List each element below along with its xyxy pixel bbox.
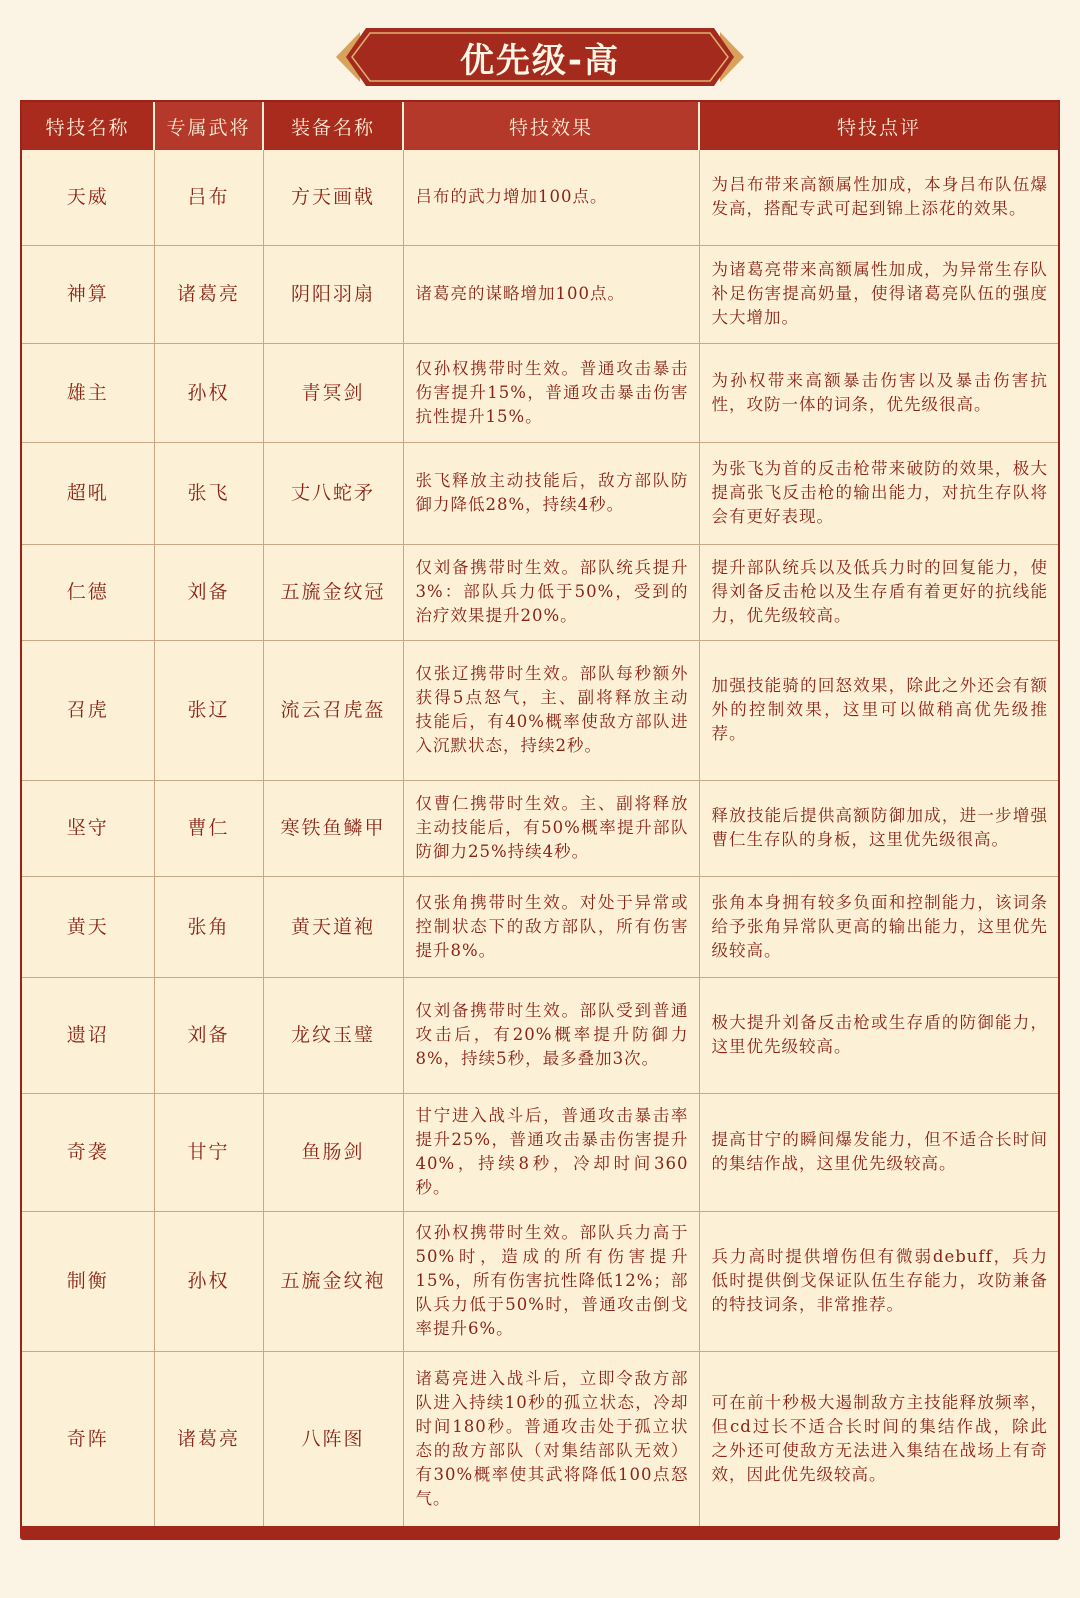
effect-cell: 仅孙权携带时生效。普通攻击暴击伤害提升15%，普通攻击暴击伤害抗性提升15%。	[403, 343, 699, 442]
review-cell: 为吕布带来高额属性加成，本身吕布队伍爆发高，搭配专武可起到锦上添花的效果。	[699, 150, 1058, 245]
equipment-cell: 寒铁鱼鳞甲	[263, 780, 403, 876]
review-cell: 为张飞为首的反击枪带来破防的效果，极大提高张飞反击枪的输出能力，对抗生存队将会有更好表现。	[699, 442, 1058, 544]
page-title: 优先级-高	[459, 40, 621, 81]
equipment-cell: 五旒金纹冠	[263, 544, 403, 640]
skill-name-cell: 神算	[22, 245, 154, 343]
review-cell: 释放技能后提供高额防御加成，进一步增强曹仁生存队的身板，这里优先级很高。	[699, 780, 1058, 876]
effect-cell: 甘宁进入战斗后，普通攻击暴击率提升25%，普通攻击暴击伤害提升40%，持续8秒，冷却时间360秒。	[403, 1093, 699, 1211]
effect-cell: 诸葛亮的谋略增加100点。	[403, 245, 699, 343]
table-header-row	[22, 102, 1058, 150]
table-row	[22, 150, 1058, 245]
general-cell: 张飞	[154, 442, 263, 544]
table-row	[22, 977, 1058, 1093]
review-cell: 为孙权带来高额暴击伤害以及暴击伤害抗性，攻防一体的词条，优先级很高。	[699, 343, 1058, 442]
skill-name-cell: 遗诏	[22, 977, 154, 1093]
equipment-cell: 方天画戟	[263, 150, 403, 245]
skill-name-cell: 雄主	[22, 343, 154, 442]
header-effect: 特技效果	[403, 102, 699, 150]
review-cell: 为诸葛亮带来高额属性加成，为异常生存队补足伤害提高奶量，使得诸葛亮队伍的强度大大增加。	[699, 245, 1058, 343]
general-cell: 张角	[154, 876, 263, 977]
general-cell: 张辽	[154, 640, 263, 780]
general-cell: 刘备	[154, 544, 263, 640]
title-banner	[0, 24, 1080, 102]
general-cell: 曹仁	[154, 780, 263, 876]
header-review: 特技点评	[699, 102, 1058, 150]
skill-name-cell: 超吼	[22, 442, 154, 544]
header-general: 专属武将	[154, 102, 263, 150]
table-row	[22, 343, 1058, 442]
header-equipment: 装备名称	[263, 102, 403, 150]
skill-name-cell: 奇阵	[22, 1351, 154, 1527]
general-cell: 吕布	[154, 150, 263, 245]
equipment-cell: 青冥剑	[263, 343, 403, 442]
table-row	[22, 1351, 1058, 1527]
skill-name-cell: 制衡	[22, 1211, 154, 1351]
skill-table-frame	[20, 100, 1060, 1528]
review-cell: 兵力高时提供增伤但有微弱debuff，兵力低时提供倒戈保证队伍生存能力，攻防兼备的特技词条，非常推荐。	[699, 1211, 1058, 1351]
general-cell: 孙权	[154, 1211, 263, 1351]
general-cell: 诸葛亮	[154, 1351, 263, 1527]
effect-cell: 仅曹仁携带时生效。主、副将释放主动技能后，有50%概率提升部队防御力25%持续4秒。	[403, 780, 699, 876]
general-cell: 孙权	[154, 343, 263, 442]
effect-cell: 仅刘备携带时生效。部队统兵提升3%：部队兵力低于50%，受到的治疗效果提升20%。	[403, 544, 699, 640]
table-row	[22, 780, 1058, 876]
review-cell: 加强技能骑的回怒效果，除此之外还会有额外的控制效果，这里可以做稍高优先级推荐。	[699, 640, 1058, 780]
equipment-cell: 黄天道袍	[263, 876, 403, 977]
table-row	[22, 876, 1058, 977]
effect-cell: 诸葛亮进入战斗后，立即令敌方部队进入持续10秒的孤立状态，冷却时间180秒。普通攻击处于孤立状态的敌方部队（对集结部队无效）有30%概率使其武将降低100点怒气。	[403, 1351, 699, 1527]
skill-name-cell: 召虎	[22, 640, 154, 780]
general-cell: 诸葛亮	[154, 245, 263, 343]
table-row	[22, 1093, 1058, 1211]
equipment-cell: 龙纹玉璧	[263, 977, 403, 1093]
equipment-cell: 五旒金纹袍	[263, 1211, 403, 1351]
skill-table	[22, 102, 1058, 1528]
skill-name-cell: 天威	[22, 150, 154, 245]
effect-cell: 仅张辽携带时生效。部队每秒额外获得5点怒气，主、副将释放主动技能后，有40%概率使敌方部队进入沉默状态，持续2秒。	[403, 640, 699, 780]
table-row	[22, 544, 1058, 640]
equipment-cell: 丈八蛇矛	[263, 442, 403, 544]
skill-name-cell: 坚守	[22, 780, 154, 876]
equipment-cell: 流云召虎盔	[263, 640, 403, 780]
equipment-cell: 鱼肠剑	[263, 1093, 403, 1211]
table-row	[22, 640, 1058, 780]
equipment-cell: 阴阳羽扇	[263, 245, 403, 343]
effect-cell: 仅孙权携带时生效。部队兵力高于50%时，造成的所有伤害提升15%，所有伤害抗性降低12%；部队兵力低于50%时，普通攻击倒戈率提升6%。	[403, 1211, 699, 1351]
table-row	[22, 1211, 1058, 1351]
equipment-cell: 八阵图	[263, 1351, 403, 1527]
general-cell: 刘备	[154, 977, 263, 1093]
table-row	[22, 442, 1058, 544]
table-row	[22, 245, 1058, 343]
review-cell: 张角本身拥有较多负面和控制能力，该词条给予张角异常队更高的输出能力，这里优先级较高。	[699, 876, 1058, 977]
effect-cell: 仅张角携带时生效。对处于异常或控制状态下的敌方部队，所有伤害提升8%。	[403, 876, 699, 977]
effect-cell: 张飞释放主动技能后，敌方部队防御力降低28%，持续4秒。	[403, 442, 699, 544]
header-skill-name: 特技名称	[22, 102, 154, 150]
review-cell: 极大提升刘备反击枪或生存盾的防御能力，这里优先级较高。	[699, 977, 1058, 1093]
skill-name-cell: 仁德	[22, 544, 154, 640]
review-cell: 可在前十秒极大遏制敌方主技能释放频率，但cd过长不适合长时间的集结作战，除此之外还可使敌方无法进入集结在战场上有奇效，因此优先级较高。	[699, 1351, 1058, 1527]
review-cell: 提高甘宁的瞬间爆发能力，但不适合长时间的集结作战，这里优先级较高。	[699, 1093, 1058, 1211]
review-cell: 提升部队统兵以及低兵力时的回复能力，使得刘备反击枪以及生存盾有着更好的抗线能力，优先级较高。	[699, 544, 1058, 640]
skill-name-cell: 黄天	[22, 876, 154, 977]
effect-cell: 吕布的武力增加100点。	[403, 150, 699, 245]
skill-name-cell: 奇袭	[22, 1093, 154, 1211]
effect-cell: 仅刘备携带时生效。部队受到普通攻击后，有20%概率提升防御力8%，持续5秒，最多叠加3次。	[403, 977, 699, 1093]
general-cell: 甘宁	[154, 1093, 263, 1211]
table-bottom-bar	[20, 1526, 1060, 1540]
